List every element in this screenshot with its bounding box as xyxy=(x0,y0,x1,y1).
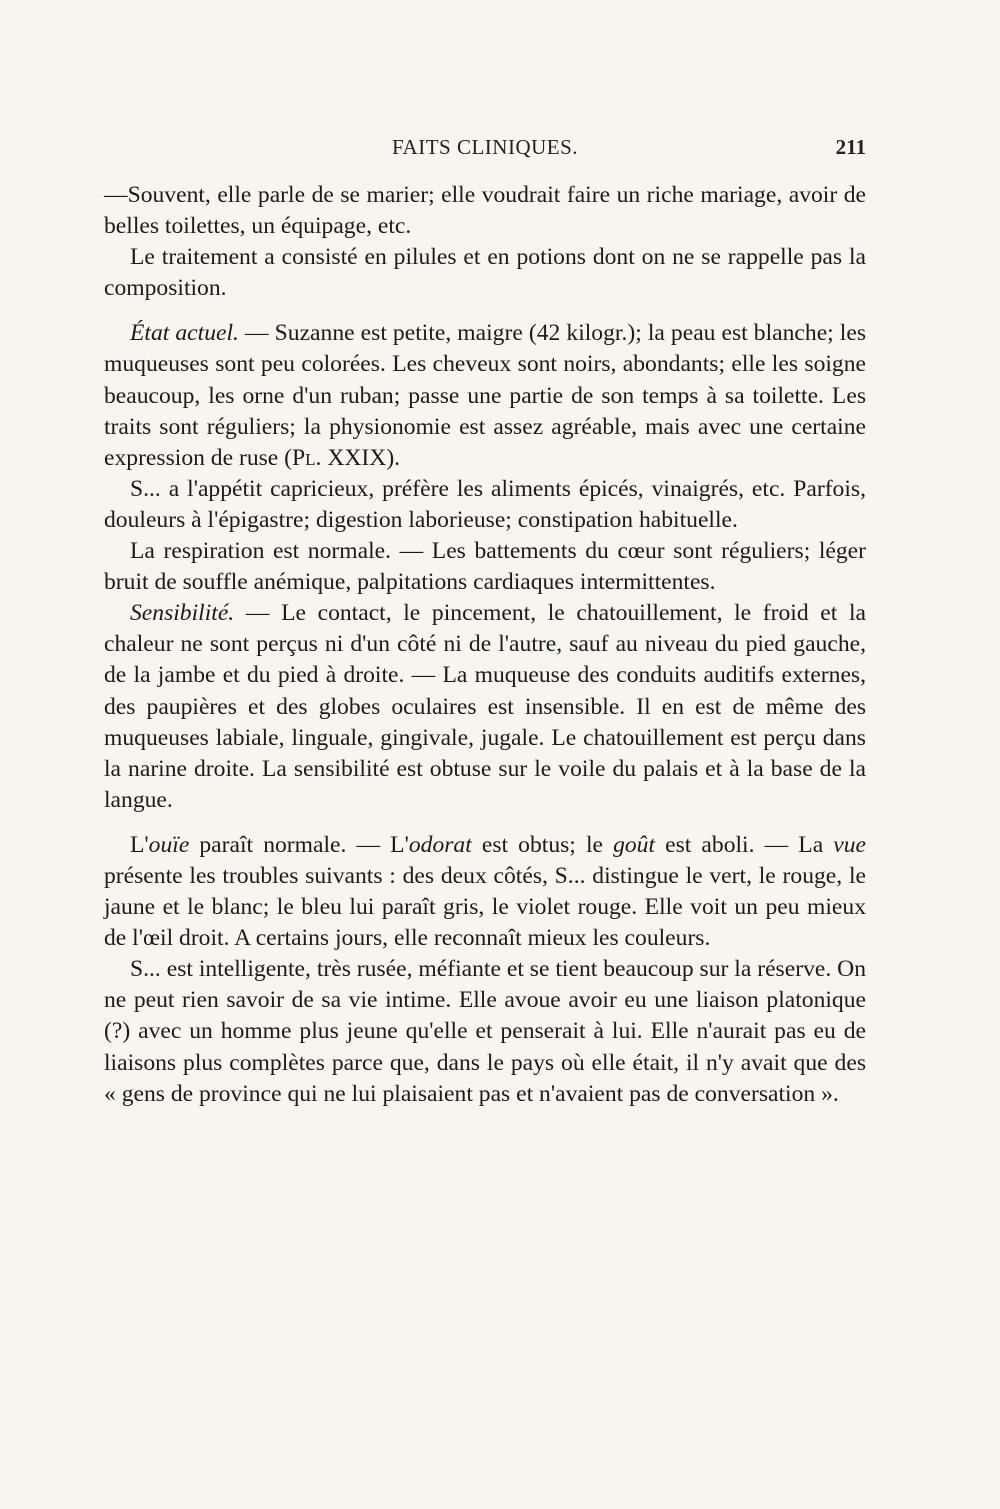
paragraph-text: —Souvent, elle parle de se marier; elle voudrait faire un riche mariage, avoir de belles toilettes, un équipage, etc. xyxy=(104,182,866,240)
page-number: 211 xyxy=(835,135,866,159)
running-title: FAITS CLINIQUES. xyxy=(391,135,579,159)
paragraph-text: présente les troubles suivants : des deux côtés, S... distingue le vert, le rouge, le jaune et le blanc; le bleu lui paraît gris, le violet rouge. Elle voit un peu mieux de l'œil droit. A certains jours, elle reconnaît mieux les couleurs. xyxy=(104,862,866,952)
paragraph-sensibilite xyxy=(104,598,866,816)
sense-term: ouïe xyxy=(148,831,190,858)
paragraph-intelligence xyxy=(104,954,866,1109)
paragraph-text: XXIX). xyxy=(321,444,401,471)
paragraph-senses xyxy=(104,830,866,954)
sense-term: goût xyxy=(613,831,656,858)
paragraph-text: L' xyxy=(130,831,149,858)
sense-term: odorat xyxy=(408,831,472,858)
paragraph-text: paraît normale. — L' xyxy=(189,831,409,858)
paragraph-text: est obtus; le xyxy=(471,831,614,858)
section-heading: État actuel. xyxy=(130,320,239,347)
paragraph-marriage xyxy=(104,180,866,242)
paragraph-text: — Le contact, le pincement, le chatouillement, le froid et la chaleur ne sont perçus ni d'un côté ni de l'autre, sauf au niveau du pied gauche, de la jambe et du pied à droite. — La muqueuse des conduits auditifs externes, des paupières et des globes oculaires est insensible. Il en est de même des muqueuses labiale, linguale, gingivale, jugale. Le chatouillement est perçu dans la narine droite. La sensibilité est obtuse sur le voile du palais et à la base de la langue. xyxy=(104,600,866,813)
sense-term: vue xyxy=(833,831,867,858)
paragraph-text: La respiration est normale. — Les battements du cœur sont réguliers; léger bruit de souffle anémique, palpitations cardiaques intermittentes. xyxy=(104,538,866,596)
paragraph-appetite xyxy=(104,474,866,536)
paragraph-text: Le traitement a consisté en pilules et en potions dont on ne se rappelle pas la composition. xyxy=(104,244,866,302)
paragraph-respiration xyxy=(104,536,866,598)
body-text xyxy=(104,180,866,1110)
paragraph-treatment xyxy=(104,242,866,304)
running-head xyxy=(104,135,866,165)
paragraph-text: S... a l'appétit capricieux, préfère les aliments épicés, vinaigrés, etc. Parfois, douleurs à l'épigastre; digestion laborieuse; constipation habituelle. xyxy=(104,475,866,533)
paragraph-etat-actuel xyxy=(104,318,866,473)
paragraph-text: est aboli. — La xyxy=(655,831,834,858)
paragraph-text: S... est intelligente, très rusée, méfiante et se tient beaucoup sur la réserve. On ne peut rien savoir de sa vie intime. Elle avoue avoir eu une liaison platonique (?) avec un homme plus jeune qu'elle et penserait à lui. Elle n'aurait pas eu de liaisons plus complètes parce que, dans le pays où elle était, il n'y avait que des « gens de province qui ne lui plaisaient pas et n'avaient pas de conversation ». xyxy=(104,956,866,1107)
plate-reference: Pl. xyxy=(292,444,322,471)
section-heading: Sensibilité. xyxy=(130,600,235,627)
paragraph-text: — Suzanne est petite, maigre (42 kilogr.); la peau est blanche; les muqueuses sont peu colorées. Les cheveux sont noirs, abondants; elle les soigne beaucoup, les orne d'un ruban; passe une partie de son temps à sa toilette. Les traits sont réguliers; la physionomie est assez agréable, mais avec une certaine expression de ruse ( xyxy=(104,320,866,471)
